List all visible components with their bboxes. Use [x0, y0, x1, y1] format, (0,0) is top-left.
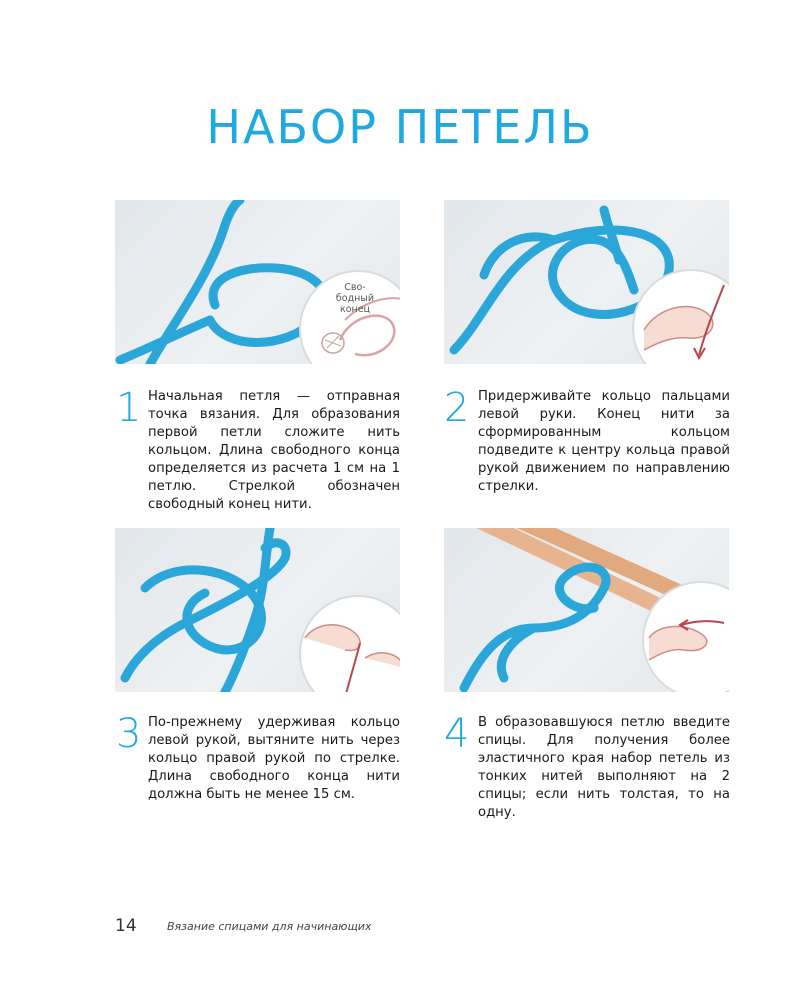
step-number-2: 2	[444, 385, 470, 431]
step-text-1: Начальная петля — отправная точка вязания. Для образования первой петли сложите нить кольцом. Длина свободного конца определяется из расчета 1 см на 1 петлю. Стрелкой обозначен свободный конец нити.	[148, 389, 400, 512]
step-text-3: По-прежнему удерживая кольцо левой рукой, вытяните нить через кольцо правой рукой по стрелке. Длина свободного конца нити должна быть не менее 15 см.	[148, 715, 400, 802]
step-3-photo	[115, 528, 400, 692]
step-number-1: 1	[116, 385, 142, 431]
step-2-photo	[444, 200, 729, 364]
step-text-2: Придерживайте кольцо пальцами левой руки. Конец нити за сформированным кольцом подведите к центру кольца правой рукой движением по направлению стрелки.	[478, 389, 730, 494]
book-title: Вязание спицами для начинающих	[167, 920, 372, 933]
step-number-4: 4	[444, 711, 470, 757]
page-number: 14	[115, 916, 137, 936]
page-title: НАБОР ПЕТЕЛЬ	[206, 100, 594, 154]
callout-label-free-end: Сво- бодный конец	[335, 282, 375, 315]
step-4-photo	[444, 528, 729, 692]
step-number-3: 3	[116, 711, 142, 757]
step-text-4: В образовавшуюся петлю введите спицы. Для получения более эластичного края набор петель из тонких нитей выполняют на 2 спицы; если нить толстая, то на одну.	[478, 715, 730, 820]
